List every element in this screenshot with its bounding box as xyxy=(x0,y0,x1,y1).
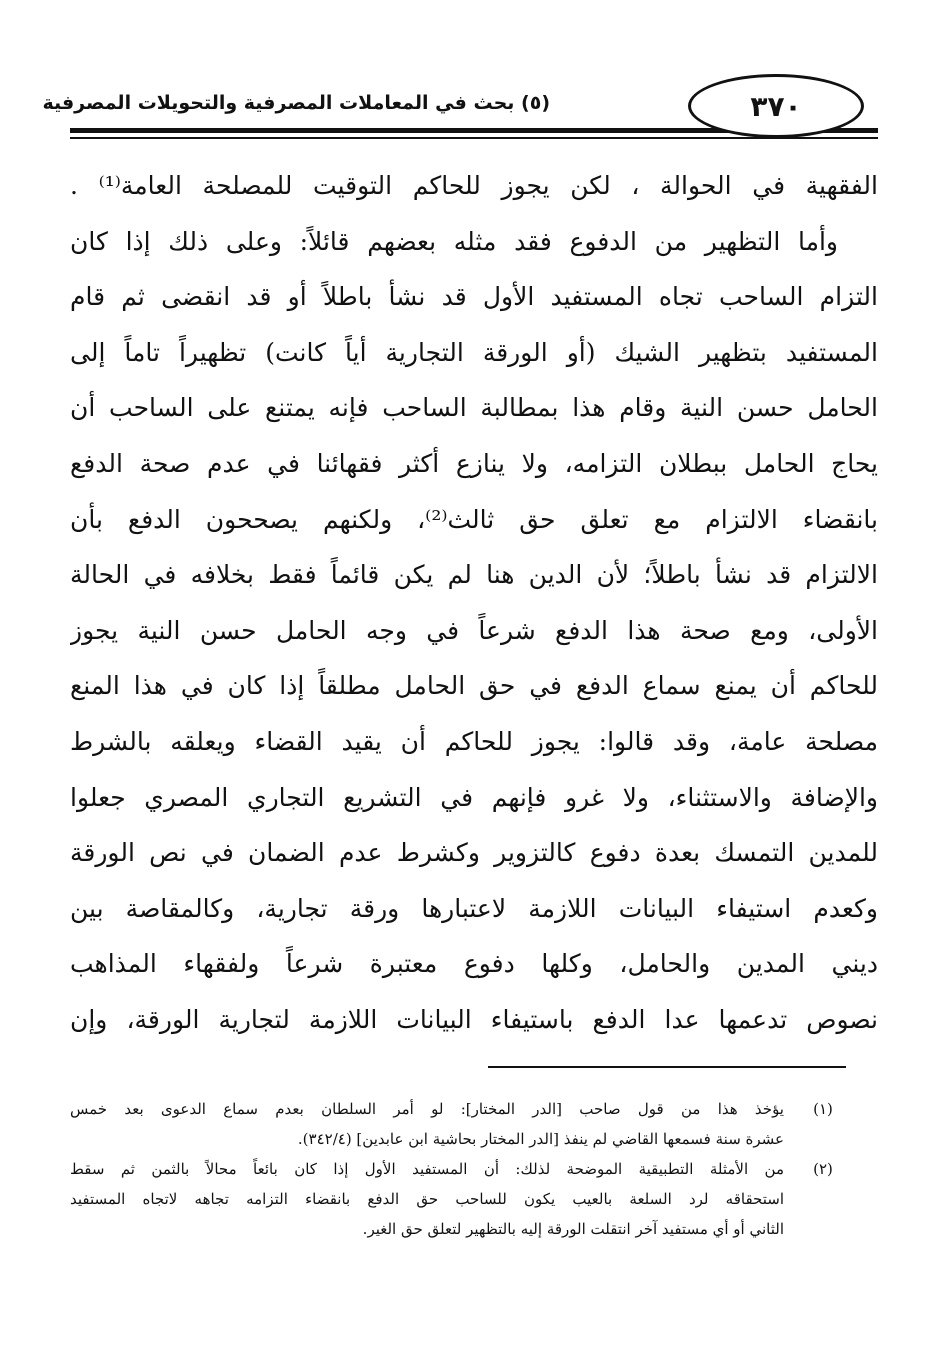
body-line-11: مصلحة عامة، وقد قالوا: يجوز للحاكم أن يقيد القضاء ويعلقه بالشرط xyxy=(70,726,878,756)
body-line-1: الفقهية في الحوالة ، لكن يجوز للحاكم التوقيت للمصلحة العامة⁽¹⁾ . xyxy=(70,171,878,200)
body-line-6: يحاج الحامل ببطلان التزامه، ولا ينازع أكثر فقهائنا في عدم صحة الدفع xyxy=(70,448,878,478)
body-text xyxy=(70,158,878,1048)
body-line-5: الحامل حسن النية وقام هذا بمطالبة الساحب فإنه يمتنع على الساحب أن xyxy=(70,393,878,423)
body-line-16: نصوص تدعمها عدا الدفع باستيفاء البيانات اللازمة لتجارية الورقة، وإن xyxy=(70,1004,878,1034)
body-line-2: وأما التظهير من الدفوع فقد مثله بعضهم قائلاً: وعلى ذلك إذا كان xyxy=(70,226,838,256)
footnote-line: استحقاقه لرد السلعة بالعيب يكون للساحب حق الدفع بانقضاء التزامه تجاهه لاتجاه المستفيد xyxy=(70,1190,784,1208)
body-line-12: والإضافة والاستثناء، ولا غرو فإنهم في التشريع التجاري المصري جعلوا xyxy=(70,782,878,812)
footnote-line: عشرة سنة فسمعها القاضي لم ينفذ [الدر المختار بحاشية ابن عابدين] (٣٤٢/٤). xyxy=(297,1130,784,1148)
page-number: ٣٧٠ xyxy=(750,89,802,123)
body-line-10: للحاكم أن يمنع سماع الدفع في حق الحامل مطلقاً إذا كان في هذا المنع xyxy=(70,671,878,701)
body-line-8: الالتزام قد نشأ باطلاً؛ لأن الدين هنا لم يكن قائماً فقط بخلافه في الحالة xyxy=(70,560,878,590)
running-title: (٥) بحث في المعاملات المصرفية والتحويلات المصرفية xyxy=(42,92,550,114)
footnote-line: يؤخذ هذا من قول صاحب [الدر المختار]: لو أمر السلطان بعدم سماع الدعوى بعد خمس xyxy=(70,1100,784,1118)
page-number-oval xyxy=(688,74,864,138)
footnote-separator xyxy=(488,1066,846,1068)
body-line-7: بانقضاء الالتزام مع تعلق حق ثالث⁽²⁾، ولكنهم يصححون الدفع بأن xyxy=(70,504,878,534)
body-line-13: للمدين التمسك بعدة دفوع كالتزوير وكشرط عدم الضمان في نص الورقة xyxy=(70,838,878,868)
body-line-15: ديني المدين والحامل، وكلها دفوع معتبرة شرعاً ولفقهاء المذاهب xyxy=(70,949,878,979)
footnote-number: (١) xyxy=(813,1100,833,1118)
running-header xyxy=(42,72,878,152)
body-line-14: وكعدم استيفاء البيانات اللازمة لاعتبارها ورقة تجارية، وكالمقاصة بين xyxy=(70,893,878,923)
footnote-number: (٢) xyxy=(813,1160,833,1178)
body-line-3: التزام الساحب تجاه المستفيد الأول قد نشأ باطلاً أو قد انقضى ثم قام xyxy=(70,282,878,312)
body-line-4: المستفيد بتظهير الشيك (أو الورقة التجارية أياً كانت) تظهيراً تاماً إلى xyxy=(70,337,878,367)
footnote-1 xyxy=(70,1094,848,1154)
body-line-9: الأولى، ومع صحة هذا الدفع شرعاً في وجه الحامل حسن النية يجوز xyxy=(70,615,878,645)
footnote-line: الثاني أو أي مستفيد آخر انتقلت الورقة إليه بالتظهير لتعلق حق الغير. xyxy=(362,1220,784,1238)
footnote-2 xyxy=(70,1154,848,1244)
footnote-line: من الأمثلة التطبيقية الموضحة لذلك: أن المستفيد الأول إذا كان بائعاً محالاً بالثمن ثم سقط xyxy=(70,1160,784,1178)
footnotes xyxy=(70,1094,848,1244)
